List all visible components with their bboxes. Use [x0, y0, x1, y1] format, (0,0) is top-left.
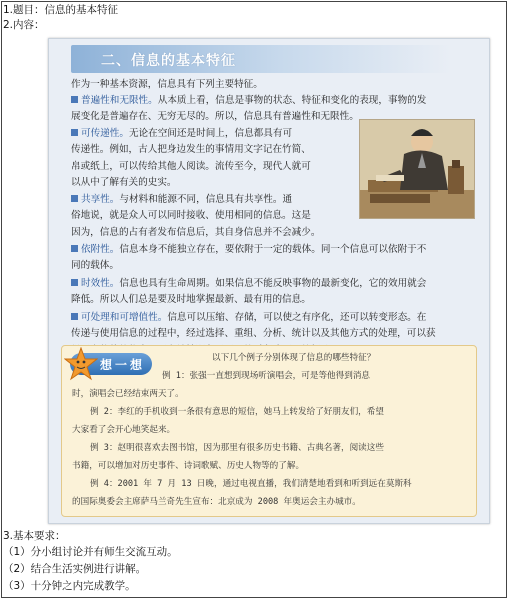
- content-line: 2.内容：: [3, 19, 45, 31]
- requirements-title: 3.基本要求：: [3, 530, 66, 542]
- think-prompt: 以下几个例子分别体现了信息的哪些特征？: [212, 353, 376, 363]
- paragraph-dependency: 依附性。信息本身不能独立存在，要依附于一定的载体。同一个信息可以依附于不 同的载体。: [71, 244, 427, 272]
- paragraph-transmissibility: 可传递性。无论在空间还是时间上，信息都具有可 传递性。例如，古人把身边发生的事情用文字记在竹简、 帛或纸上，可以传给其他人阅读。流传至今，现代人就可 以从中了解有关的史实。: [71, 128, 311, 188]
- paragraph-sharing: 共享性。与材料和能源不同，信息具有共享性。通 俗地说，就是众人可以同时接收、使用相同的信息。这是 因为，信息的占有者发布信息后，其自身信息并不会减少。: [71, 194, 321, 238]
- section-heading-banner: [71, 45, 451, 73]
- ancient-scholar-illustration: [359, 119, 475, 219]
- paragraph-timeliness: 时效性。信息也具有生命周期。如果信息不能反映事物的最新变化，它的效用就会 降低。所以人们总是要及时地掌握最新、最有用的信息。: [71, 278, 427, 306]
- textbook-page-image: [48, 38, 490, 524]
- square-bullet-icon: [71, 279, 78, 286]
- square-bullet-icon: [71, 245, 78, 252]
- example-1-line-1: 例 1：张强一直想到现场听演唱会，可是等他得到消息: [162, 371, 371, 381]
- scholar-writing-icon: [360, 120, 474, 218]
- example-2-line-1: 例 2：李红的手机收到一条很有意思的短信，她马上转发给了好朋友们，希望: [90, 407, 384, 417]
- intro-text: 作为一种基本资源，信息具有下列主要特征。: [71, 79, 263, 90]
- square-bullet-icon: [71, 195, 78, 202]
- requirement-item-2: （2）结合生活实例进行讲解。: [3, 563, 147, 575]
- example-3-line-2: 书籍，可以增加对历史事件、诗词歌赋、历史人物等的了解。: [72, 461, 305, 471]
- square-bullet-icon: [71, 129, 78, 136]
- think-about-it-box: [61, 345, 477, 517]
- think-banner: [70, 353, 152, 375]
- paragraph-processability-text: 可处理和可增值性。信息可以压缩、存储，可以使之有序化，还可以转变形态。在 传递与使用信息的过程中，经过选择、重组、分析、统计以及其他方式的处理，可以获: [71, 312, 436, 340]
- square-bullet-icon: [71, 96, 78, 103]
- example-4-line-2: 的国际奥委会主席萨马兰奇先生宣布：北京成为 2008 年奥运会主办城市。: [72, 497, 361, 507]
- think-banner-label: 想一想: [100, 358, 146, 372]
- example-2-line-2: 大家看了会开心地笑起来。: [72, 425, 176, 435]
- topic-line: 1.题目：信息的基本特征: [3, 4, 119, 16]
- requirement-item-3: （3）十分钟之内完成教学。: [3, 580, 136, 592]
- example-4-line-1: 例 4：2001 年 7 月 13 日晚，通过电视直播，我们清楚地看到和听到远在莫斯科: [90, 479, 412, 489]
- requirement-item-1: （1）分小组讨论并有师生交流互动。: [3, 546, 178, 558]
- example-3-line-1: 例 3：赵明很喜欢去图书馆，因为那里有很多历史书籍、古典名著，阅读这些: [90, 443, 384, 453]
- star-mascot-icon: [64, 347, 98, 381]
- square-bullet-icon: [71, 313, 78, 320]
- example-1-line-2: 时，演唱会已经结束两天了。: [72, 389, 184, 399]
- paragraph-universality: 普遍性和无限性。从本质上看，信息是事物的状态、特征和变化的表现，事物的发 展变化是普遍存在、无穷无尽的。所以，信息具有普遍性和无限性。: [71, 95, 427, 123]
- section-title: 二、信息的基本特征: [101, 53, 236, 69]
